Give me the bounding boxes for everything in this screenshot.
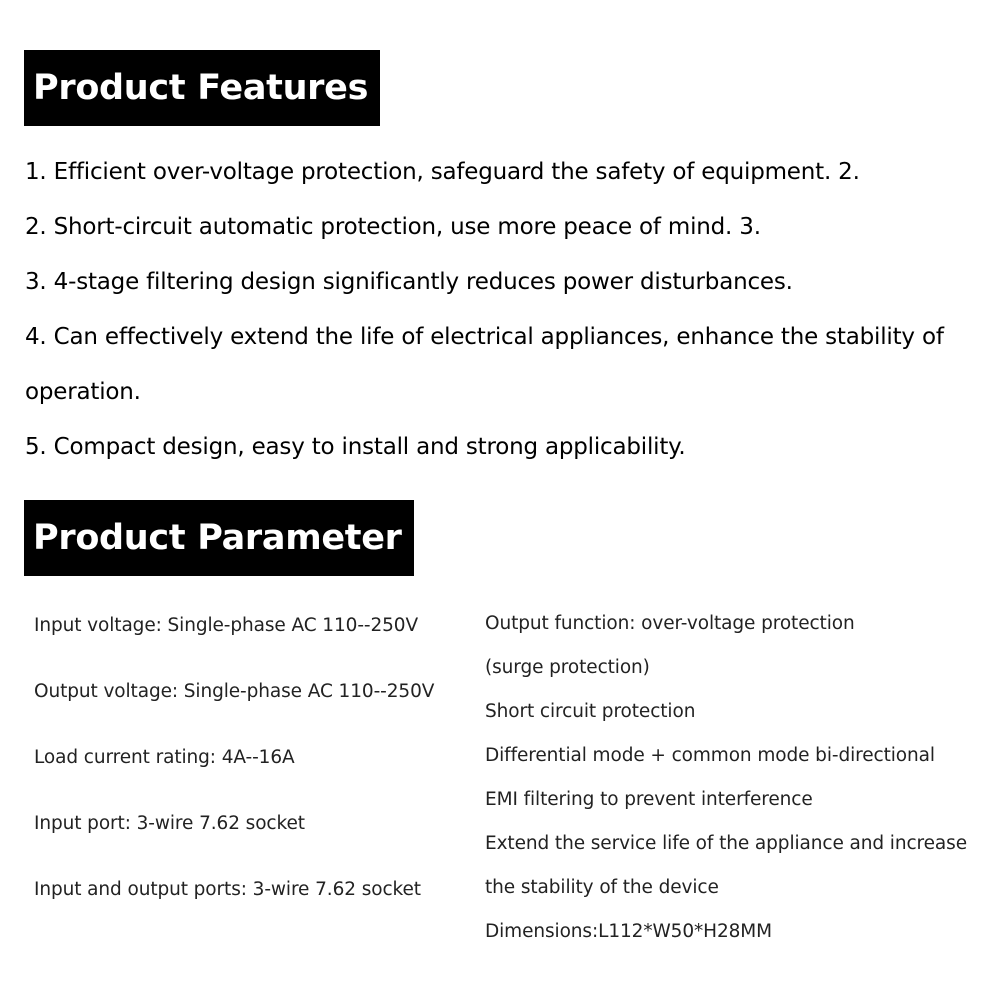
parameter-line: EMI filtering to prevent interference	[485, 789, 813, 810]
parameter-line: the stability of the device	[485, 877, 719, 898]
product-features-header: Product Features	[24, 50, 380, 126]
parameter-line: Extend the service life of the appliance and increase	[485, 833, 967, 854]
parameter-line: Input and output ports: 3-wire 7.62 socket	[34, 879, 421, 900]
parameter-line: Short circuit protection	[485, 701, 696, 722]
parameter-right-column	[485, 602, 995, 954]
features-list	[25, 145, 990, 475]
feature-item: 2. Short-circuit automatic protection, use more peace of mind. 3.	[25, 214, 761, 240]
parameter-line: Input port: 3-wire 7.62 socket	[34, 813, 305, 834]
parameter-line: Input voltage: Single-phase AC 110--250V	[34, 615, 419, 636]
parameter-line: Dimensions:L112*W50*H28MM	[485, 921, 773, 942]
parameter-line: Output voltage: Single-phase AC 110--250V	[34, 681, 435, 702]
feature-item: 5. Compact design, easy to install and strong applicability.	[25, 434, 686, 460]
feature-item: 3. 4-stage filtering design significantly reduces power disturbances.	[25, 269, 793, 295]
feature-item: 1. Efficient over-voltage protection, safeguard the safety of equipment. 2.	[25, 159, 860, 185]
feature-item: 4. Can effectively extend the life of electrical appliances, enhance the stability of operation.	[25, 324, 944, 405]
parameter-left-column	[34, 604, 474, 934]
product-parameter-header: Product Parameter	[24, 500, 414, 576]
parameter-line: Output function: over-voltage protection	[485, 613, 855, 634]
parameter-line: Load current rating: 4A--16A	[34, 747, 295, 768]
parameter-line: Differential mode + common mode bi-directional	[485, 745, 935, 766]
parameter-line: (surge protection)	[485, 657, 650, 678]
